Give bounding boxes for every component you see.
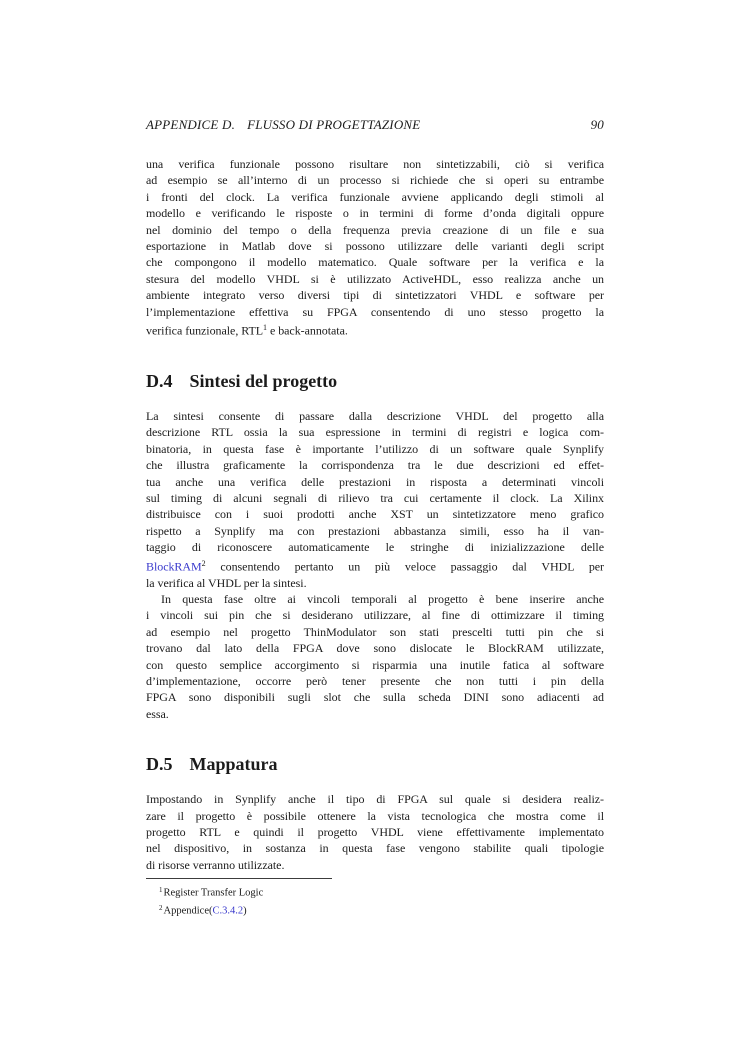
text-line: FPGA sono disponibili sugli slot che sulla scheda DINI sono adiacenti ad xyxy=(146,690,604,705)
text-line: rispetto a Synplify ma con prestazioni abbastanza simili, esso ha il van- xyxy=(146,523,604,538)
text-line: taggio di riconoscere automaticamente le stringhe di inizializzazione delle xyxy=(146,540,604,555)
text-line: esportazione in Matlab dove si possono utilizzare delle varianti degli script xyxy=(146,239,604,254)
text-line: di risorse verranno utilizzate. xyxy=(146,857,285,872)
text-run: Register Transfer Logic xyxy=(163,887,264,899)
section-number: D.5 xyxy=(146,754,173,775)
text-line: distribuisce con i suoi prodotti anche XST un sintetizzatore meno grafico xyxy=(146,507,604,522)
text-line: progetto RTL e quindi il progetto VHDL viene effettivamente implementato xyxy=(146,825,604,839)
document-body xyxy=(146,156,604,873)
running-header xyxy=(146,116,604,133)
text-line: ad esempio se all’interno di un processo si richiede che si operi su entrambe xyxy=(146,173,604,188)
text-line: una verifica funzionale possono risultare non sintetizzabili, ciò si verifica xyxy=(146,157,604,171)
text-run: e back-annotata. xyxy=(267,323,348,338)
hyperlink[interactable]: C.3.4.2 xyxy=(212,905,244,917)
footnote-marker: 1 xyxy=(159,886,163,895)
text-line: nel dominio del tempo o della frequenza previa creazione di un file e sua xyxy=(146,222,604,237)
footnote-marker: 1 xyxy=(263,323,268,333)
text-line: trovano dal lato della FPGA dove sono dislocate le BlockRAM utilizzate, xyxy=(146,641,604,656)
text-line: zare il progetto è possibile ottenere la vista tecnologica che mostra come il xyxy=(146,808,604,823)
hyperlink[interactable]: BlockRAM xyxy=(146,559,202,574)
text-run: Appendice( xyxy=(163,905,213,917)
text-block xyxy=(146,116,604,919)
text-line: d’implementazione, occorre però tener presente che non tutti i pin della xyxy=(146,673,604,688)
chapter-label: APPENDICE D. xyxy=(146,117,236,132)
section-title: Sintesi del progetto xyxy=(189,370,338,391)
text-line: La sintesi consente di passare dalla descrizione VHDL del progetto alla xyxy=(146,408,604,423)
text-line: stesura del modello VHDL si è utilizzato ActiveHDL, esso realizza anche un xyxy=(146,271,604,286)
section-heading xyxy=(146,753,604,775)
footnote-list xyxy=(146,883,604,919)
text-line: nel dispositivo, in sostanza in questa fase vengono stabilite quali tipologie xyxy=(146,841,604,856)
footnote-marker: 2 xyxy=(201,558,206,568)
text-line: i fronti del clock. La verifica funzionale avviene applicando degli stimoli al xyxy=(146,189,604,204)
text-line: tua anche una verifica delle prestazioni in risposta a determinati vincoli xyxy=(146,474,604,489)
paragraph xyxy=(146,791,604,873)
footnote-rule xyxy=(146,878,332,879)
page-number: 90 xyxy=(590,117,604,132)
text-line: che illustra graficamente la corrispondenza tra le due descrizioni ed effet- xyxy=(146,458,604,473)
section-heading xyxy=(146,370,604,392)
text-line: In questa fase oltre ai vincoli temporali al progetto è bene inserire anche xyxy=(161,591,604,606)
text-line: i vincoli sui pin che si desiderano utilizzare, al fine di ottimizzare il timing xyxy=(146,608,604,623)
text-line: ad esempio nel progetto ThinModulator son stati prescelti tutti pin che si xyxy=(146,624,604,639)
footnote-area xyxy=(146,878,604,919)
text-line: l’implementazione effettiva su FPGA consentendo di uno stesso progetto la xyxy=(146,304,604,319)
section-title: Mappatura xyxy=(189,754,278,775)
text-line: sul timing di alcuni segnali di rilievo tra cui certamente il clock. La Xilinx xyxy=(146,491,604,505)
text-line: binatoria, in questa fase è importante l’utilizzo di un software quale Synplify xyxy=(146,441,604,456)
text-run: verifica funzionale, RTL xyxy=(146,323,264,338)
text-line: la verifica al VHDL per la sintesi. xyxy=(146,575,307,590)
footnote xyxy=(146,901,604,919)
text-line: con questo semplice accorgimento si risparmia una inutile fatica al software xyxy=(146,657,604,672)
paragraph xyxy=(146,156,604,339)
footnote xyxy=(146,883,604,901)
running-header-left xyxy=(146,116,420,133)
chapter-title: FLUSSO DI PROGETTAZIONE xyxy=(247,117,421,132)
text-run: ) xyxy=(243,905,247,917)
paragraph xyxy=(146,408,604,591)
section-number: D.4 xyxy=(146,370,173,391)
text-run: consentendo pertanto un più veloce passaggio dal VHDL per xyxy=(205,559,604,574)
text-line: che compongono il modello matematico. Quale software per la verifica e la xyxy=(146,255,604,270)
text-line: ambiente integrato verso diversi tipi di sintetizzatori VHDL e software per xyxy=(146,288,604,303)
text-line xyxy=(146,320,604,339)
text-line xyxy=(146,556,604,575)
text-line: modello e verificando le risposte o in termini di forme d’onda digitali oppure xyxy=(146,206,604,221)
text-line: essa. xyxy=(146,706,169,721)
footnote-marker: 2 xyxy=(159,904,163,913)
paragraph xyxy=(146,591,604,722)
text-line: Impostando in Synplify anche il tipo di FPGA sul quale si desidera realiz- xyxy=(146,792,604,807)
text-line: descrizione RTL ossia la sua espressione in termini di registri e logica com- xyxy=(146,425,604,440)
